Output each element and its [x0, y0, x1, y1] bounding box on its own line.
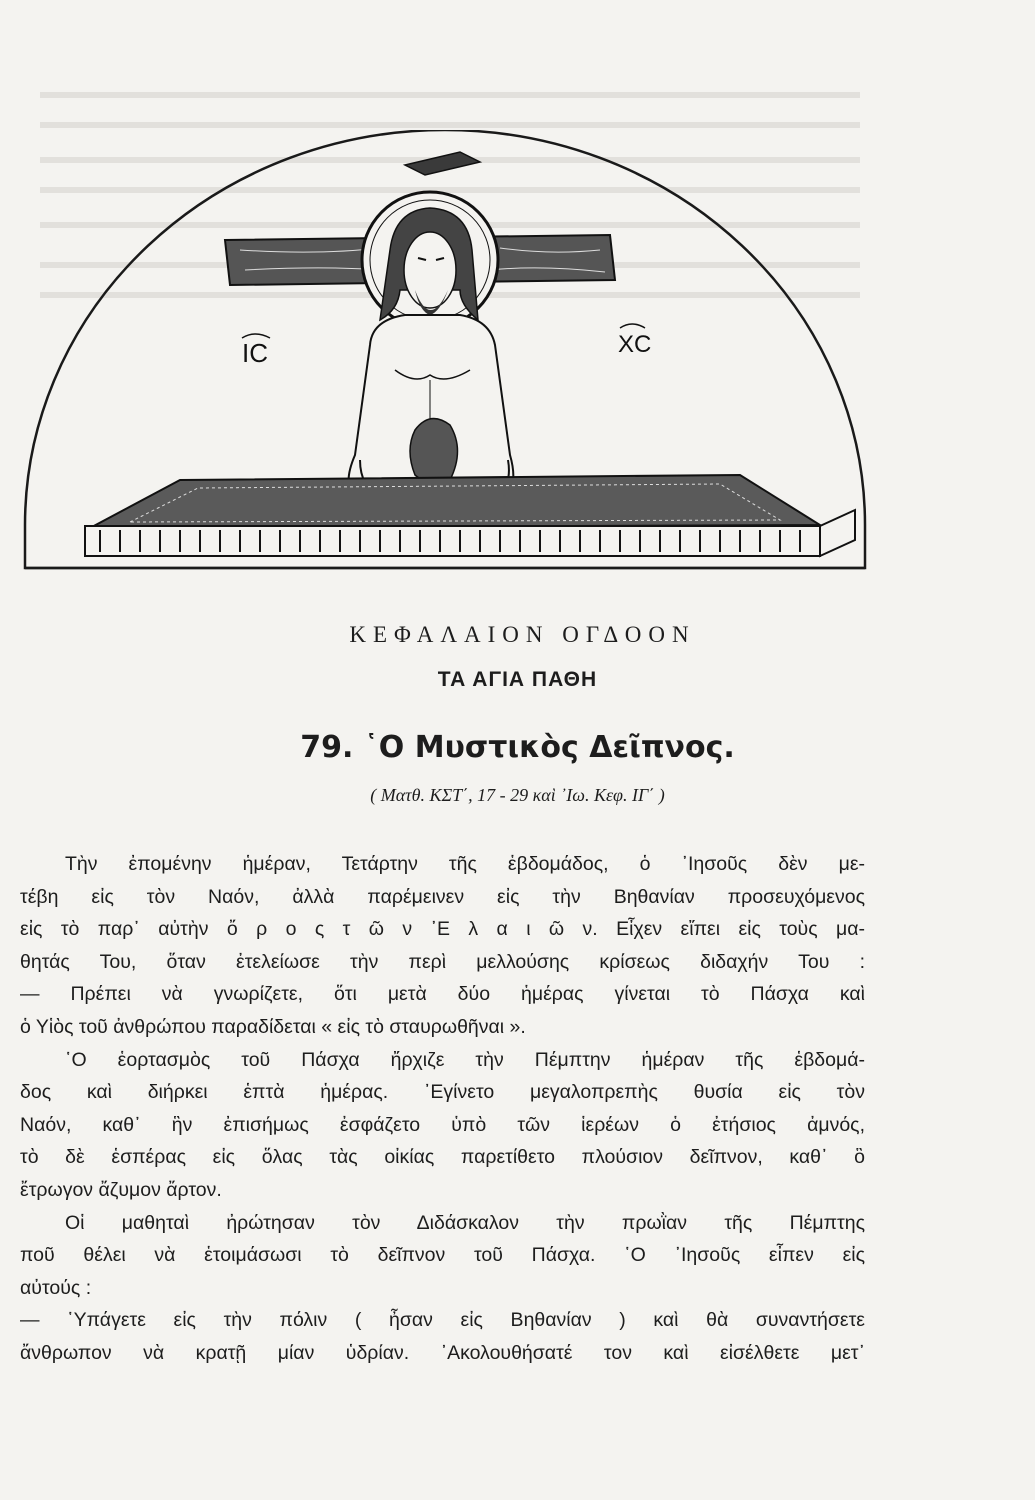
text-line: — Πρέπει νὰ γνωρίζετε, ὅτι μετὰ δύο ἡμέρας γίνεται τὸ Πάσχα καὶ	[20, 983, 865, 1006]
text-line: ποῦ θέλει νὰ ἑτοιμάσωσι τὸ δεῖπνον τοῦ Πάσχα. ῾Ο ᾿Ιησοῦς εἶπεν εἰς	[20, 1244, 865, 1267]
icon-illustration	[20, 130, 870, 580]
text-line: Τὴν ἐπομένην ἡμέραν, Τετάρτην τῆς ἑβδομάδος, ὁ ᾿Ιησοῦς δὲν με-	[65, 853, 865, 875]
scripture-reference: ( Ματθ. ΚΣΤ΄, 17 - 29 καὶ ᾿Ιω. Κεφ. ΙΓ΄ )	[370, 785, 665, 805]
text-line: αὐτούς :	[20, 1276, 92, 1299]
text-line: ὁ Υἱὸς τοῦ ἀνθρώπου παραδίδεται « εἰς τὸ σταυρωθῆναι ».	[20, 1015, 526, 1038]
text-line: Οἱ μαθηταὶ ἠρώτησαν τὸν Διδάσκαλον τὴν πρωῒαν τῆς Πέμπτης	[65, 1211, 865, 1234]
text-line: εἰς τὸ παρ᾿ αὐτὴν ὄ ρ ο ς τ ῶ ν ᾿Ε λ α ι ῶ ν. Εἶχεν εἴπει εἰς τοὺς μα-	[20, 918, 865, 941]
monogram-ic: IC	[242, 338, 268, 368]
text-line: θητάς Του, ὅταν ἐτελείωσε τὴν περὶ μελλούσης κρίσεως διδαχήν Του :	[20, 950, 865, 973]
text-line: — ῾Υπάγετε εἰς τὴν πόλιν ( ἦσαν εἰς Βηθανίαν ) καὶ θὰ συναντήσετε	[20, 1309, 865, 1332]
text-line: Ναόν, καθ᾿ ἣν ἐπισήμως ἐσφάζετο ὑπὸ τῶν ἱερέων ὁ ἐτήσιος ἀμνός,	[20, 1113, 865, 1136]
chapter-label: ΚΕΦΑΛΑΙΟΝ ΟΓΔΟΟΝ	[349, 622, 696, 647]
text-line: δος καὶ διήρκει ἑπτὰ ἡμέρας. ᾿Εγίνετο μεγαλοπρεπὴς θυσία εἰς τὸν	[20, 1081, 865, 1104]
text-line: τέβη εἰς τὸν Ναόν, ἀλλὰ παρέμεινεν εἰς τὴν Βηθανίαν προσευχόμενος	[20, 885, 865, 908]
text-line: ῾Ο ἑορτασμὸς τοῦ Πάσχα ἤρχιζε τὴν Πέμπτην ἡμέραν τῆς ἑβδομά-	[65, 1048, 865, 1071]
text-line: ἔτρωγον ἄζυμον ἄρτον.	[20, 1178, 222, 1201]
body-text	[20, 848, 865, 1370]
text-line: ἄνθρωπον νὰ κρατῇ μίαν ὑδρίαν. ᾿Ακολουθήσατέ τον καὶ εἰσέλθετε μετ᾿	[20, 1341, 865, 1364]
chapter-title: ΤΑ ΑΓΙΑ ΠΑΘΗ	[437, 668, 598, 691]
section-heading: 79. ῾Ο Μυστικὸς Δεῖπνος.	[300, 730, 735, 765]
monogram-xc: XC	[618, 331, 652, 358]
text-line: τὸ δὲ ἑσπέρας εἰς ὅλας τὰς οἰκίας παρετίθετο πλούσιον δεῖπνον, καθ᾿ ὃ	[20, 1146, 865, 1169]
